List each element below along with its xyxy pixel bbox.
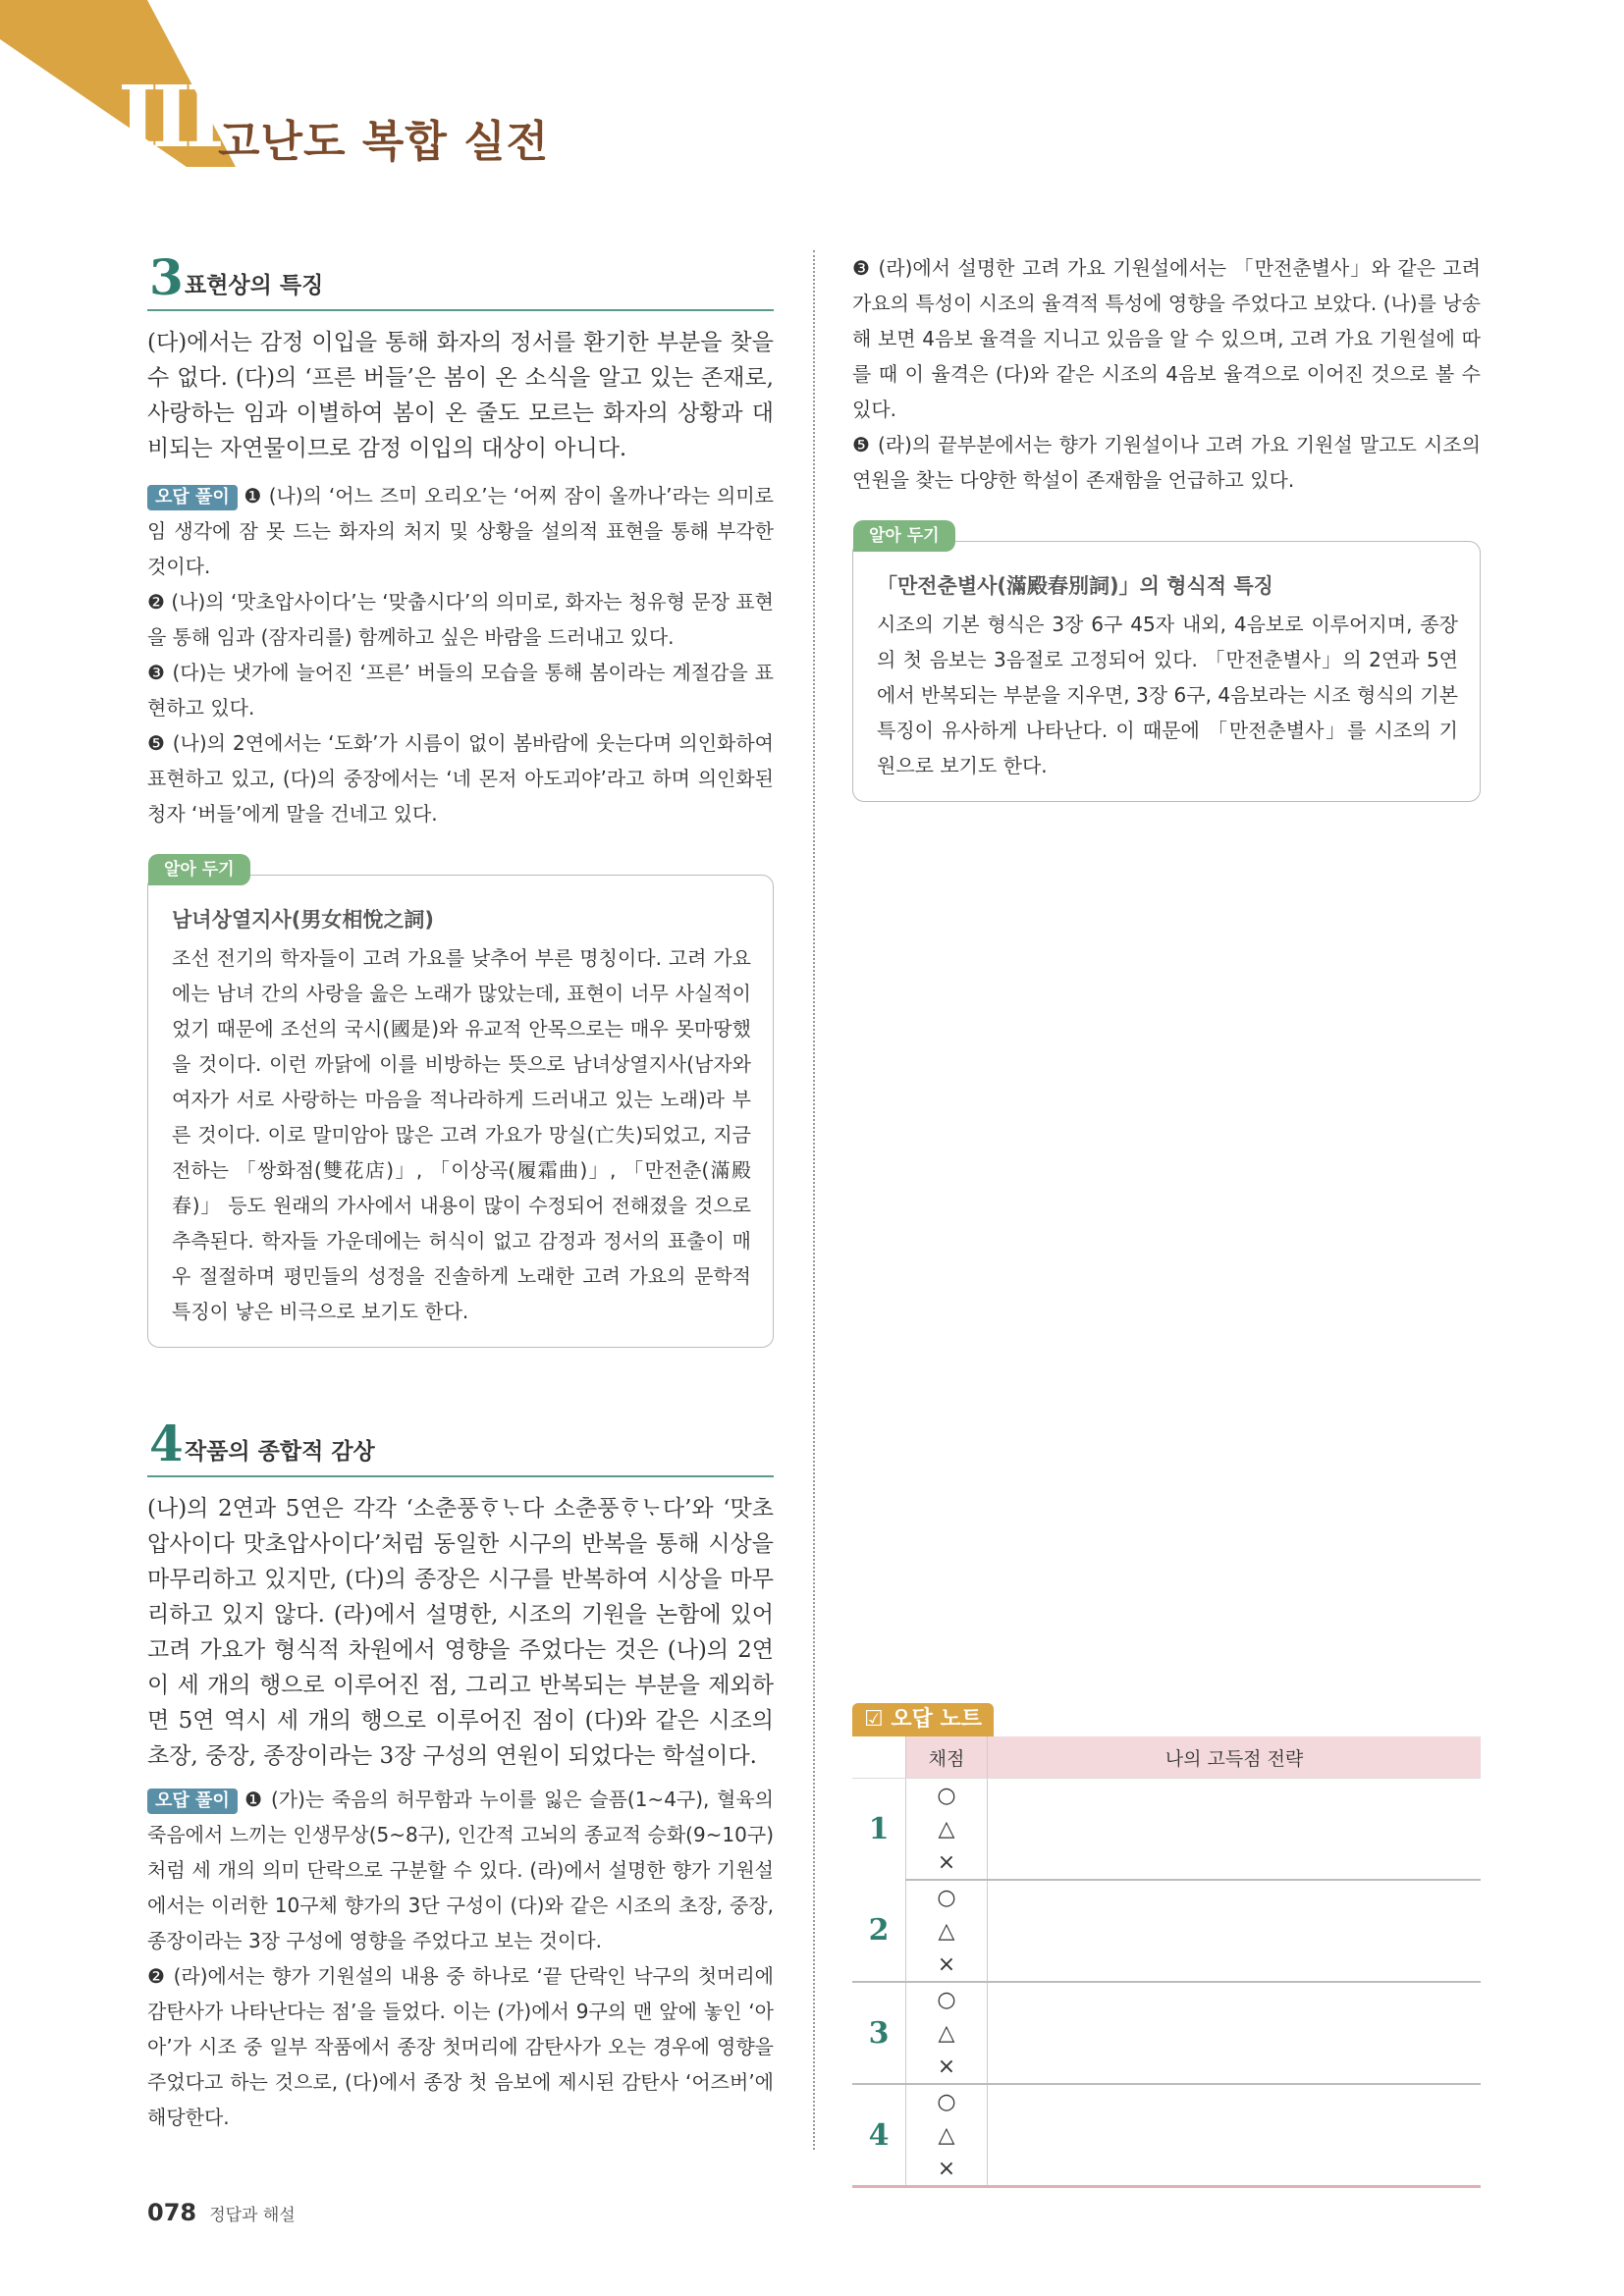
section-3-body: (다)에서는 감정 이입을 통해 화자의 정서를 환기한 부분을 찾을 수 없다. (다)의 ‘프른 버들’은 봄이 온 소식을 알고 있는 존재로, 사랑하는 임과 이별하여 봄이 온 줄도 모르는 화자의 상황과 대비되는 자연물이므로 감정 이입의 대상이 아니다. [147,330,774,461]
wrong-answer-note [852,1703,1481,2188]
question-number: 4 [852,2084,906,2187]
wrong-answer-item [147,478,774,584]
mark-wrong[interactable]: × [906,2050,988,2084]
mark-partial[interactable]: △ [906,2016,988,2050]
wrong-answer-badge: 오답 풀이 [147,485,238,510]
wrong-answer-item: ❺ (나)의 2연에서는 ‘도화’가 시름이 없이 봄바람에 웃는다며 의인화하여 표현하고 있고, (다)의 중장에서는 ‘네 몬저 아도괴야’라고 하며 의인화된 청자 ‘버들’에게 말을 건네고 있다. [147,731,774,826]
wrong-answer-text: ❶ (가)는 죽음의 허무함과 누이를 잃은 슬픔(1~4구), 혈육의 죽음에서 느끼는 인생무상(5~8구), 인간적 고뇌의 종교적 승화(9~10구)처럼 세 개의 의미 단락으로 구분할 수 있다. (라)에서 설명한 향가 기원설에서는 이러한 10구체 향가의 3단 구성이 (다)와 같은 시조의 초장, 중장, 종장이라는 3장 구성에 영향을 주었다고 보는 것이다. [147,1788,774,1952]
chapter-title: 고난도 복합 실전 [218,117,550,167]
wrong-answer-badge: 오답 풀이 [147,1789,238,1814]
info-box-title: 남녀상열지사(男女相悅之詞) [172,908,434,932]
footer-text: 정답과 해설 [209,2206,296,2225]
info-box [852,526,1481,802]
question-number: 2 [852,1880,906,1982]
section-3-header [147,250,774,311]
info-box-tab: 알아 두기 [853,520,955,552]
wrong-answer-text: ❶ (나)의 ‘어느 즈미 오리오’는 ‘어찌 잠이 올까나’라는 의미로 임 생각에 잠 못 드는 화자의 처지 및 상황을 설의적 표현을 통해 부각한 것이다. [147,484,774,578]
grading-table [852,1736,1481,2188]
mark-wrong[interactable]: × [906,2152,988,2187]
section-4-header [147,1416,774,1477]
wrong-answer-item: ❸ (다)는 냇가에 늘어진 ‘프른’ 버들의 모습을 통해 봄이라는 계절감을 표현하고 있다. [147,661,774,720]
page-footer [147,2199,296,2226]
strategy-cell[interactable] [988,1982,1482,2084]
mark-partial[interactable]: △ [906,1914,988,1948]
mark-correct[interactable]: ○ [906,1982,988,2016]
section-number: 3 [149,248,184,306]
section-4-body: (나)의 2연과 5연은 각각 ‘소춘풍ᄒᆞᄂᆞ다 소춘풍ᄒᆞᄂᆞ다’와 ‘맛초압사이다 맛초압사이다’처럼 동일한 시구의 반복을 통해 시상을 마무리하고 있지만, (다)의 종장은 시구를 반복하여 시상을 마무리하고 있지 않다. (라)에서 설명한, 시조의 기원을 논함에 있어 고려 가요가 형식적 차원에서 영향을 주었다는 것은 (나)의 2연이 세 개의 행으로 이루어진 점, 그리고 반복되는 부분을 제외하면 5연 역시 세 개의 행으로 이루어진 점이 (다)와 같은 시조의 초장, 중장, 종장이라는 3장 구성의 연원이 되었다는 학설이다. [147,1496,774,1769]
header-blank [852,1736,906,1779]
left-column [147,250,774,2135]
mark-correct[interactable]: ○ [906,1779,988,1813]
right-column [852,250,1481,802]
mark-partial[interactable]: △ [906,2118,988,2152]
mark-wrong[interactable]: × [906,1845,988,1880]
strategy-cell[interactable] [988,2084,1482,2187]
chapter-roman-numeral: III [118,68,219,167]
section-4 [147,1416,774,2135]
question-number: 3 [852,1982,906,2084]
info-box-body: 시조의 기본 형식은 3장 6구 45자 내외, 4음보로 이루어지며, 종장의 첫 음보는 3음절로 고정되어 있다. 「만전춘별사」의 2연과 5연에서 반복되는 부분을 지우면, 3장 6구, 4음보라는 시조 형식의 기본 특징이 유사하게 나타난다. 이 때문에 「만전춘별사」를 시조의 기원으로 보기도 한다. [877,613,1459,777]
note-label: ☑ 오답 노트 [852,1703,994,1736]
mark-correct[interactable]: ○ [906,1880,988,1914]
section-3 [147,250,774,1348]
header-grade: 채점 [906,1736,988,1779]
section-number: 4 [149,1415,184,1472]
header-strategy: 나의 고득점 전략 [988,1736,1482,1779]
question-number: 1 [852,1779,906,1881]
mark-correct[interactable]: ○ [906,2084,988,2118]
info-box-body: 조선 전기의 학자들이 고려 가요를 낮추어 부른 명칭이다. 고려 가요에는 남녀 간의 사랑을 읊은 노래가 많았는데, 표현이 너무 사실적이었기 때문에 조선의 국시(國是)와 유교적 안목으로는 매우 못마땅했을 것이다. 이런 까닭에 이를 비방하는 뜻으로 남녀상열지사(남자와 여자가 서로 사랑하는 마음을 적나라하게 드러내고 있는 노래)라 부른 것이다. 이로 말미암아 많은 고려 가요가 망실(亡失)되었고, 지금 전하는 「쌍화점(雙花店)」, 「이상곡(履霜曲)」, 「만전춘(滿殿春)」 등도 원래의 가사에서 내용이 많이 수정되어 전해졌을 것으로 추측된다. 학자들 가운데에는 허식이 없고 감정과 정서의 표출이 매우 절절하며 평민들의 성정을 진솔하게 노래한 고려 가요의 문학적 특징이 낳은 비극으로 보기도 한다. [172,946,751,1323]
section-title: 표현상의 특징 [185,273,324,298]
info-box-title: 「만전춘별사(滿殿春別詞)」의 형식적 특징 [877,574,1273,598]
wrong-answer-item: ❷ (나)의 ‘맛초압사이다’는 ‘맞춥시다’의 의미로, 화자는 청유형 문장 표현을 통해 임과 (잠자리를) 함께하고 싶은 바람을 드러내고 있다. [147,590,774,649]
mark-partial[interactable]: △ [906,1812,988,1845]
wrong-answer-item: ❷ (라)에서는 향가 기원설의 내용 중 하나로 ‘끝 단락인 낙구의 첫머리에 감탄사가 나타난다는 점’을 들었다. 이는 (가)에서 9구의 맨 앞에 놓인 ‘아아’가 시조 중 일부 작품에서 종장 첫머리에 감탄사가 오는 경우에 영향을 주었다고 하는 것으로, (다)에서 종장 첫 음보에 제시된 감탄사 ‘어즈버’에 해당한다. [147,1964,774,2129]
info-box-tab: 알아 두기 [148,854,250,885]
strategy-cell[interactable] [988,1880,1482,1982]
section-title: 작품의 종합적 감상 [185,1439,375,1465]
wrong-answer-item [147,1782,774,1958]
strategy-cell[interactable] [988,1779,1482,1881]
page-number: 078 [147,2199,197,2226]
wrong-answer-item: ❸ (라)에서 설명한 고려 가요 기원설에서는 「만전춘별사」와 같은 고려 가요의 특성이 시조의 율격적 특성에 영향을 주었다고 보았다. (나)를 낭송해 보면 4음보 율격을 지니고 있음을 알 수 있으며, 고려 가요 기원설에 따를 때 이 율격은 (다)와 같은 시조의 4음보 율격으로 이어진 것으로 볼 수 있다. [852,256,1481,421]
info-box [147,860,774,1348]
mark-wrong[interactable]: × [906,1948,988,1982]
wrong-answer-item: ❺ (라)의 끝부분에서는 향가 기원설이나 고려 가요 기원설 말고도 시조의 연원을 찾는 다양한 학설이 존재함을 언급하고 있다. [852,433,1481,492]
column-divider [813,250,815,2150]
